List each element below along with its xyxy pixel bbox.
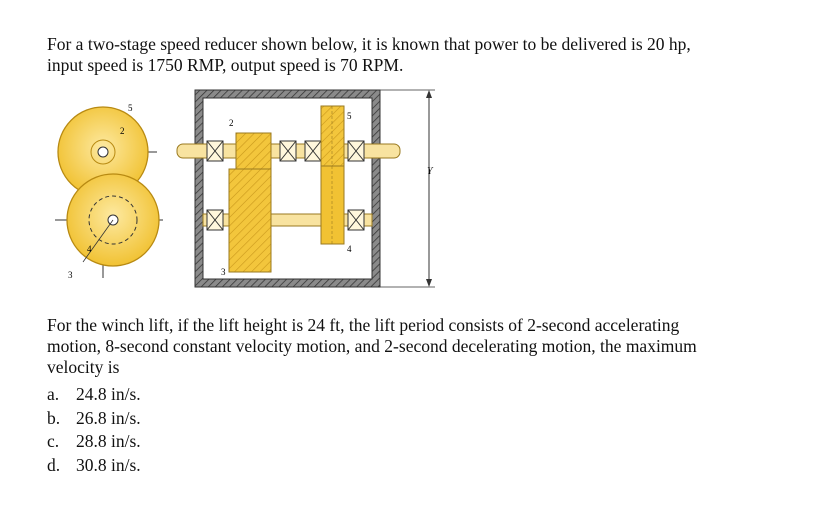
gearbox-side-view	[177, 90, 435, 287]
side-view-label-3: 3	[221, 267, 226, 277]
option-text: 24.8 in/s.	[76, 384, 141, 404]
speed-reducer-figure	[55, 86, 450, 298]
gear-3	[229, 169, 271, 272]
question-text	[47, 315, 807, 378]
option-text: 30.8 in/s.	[76, 454, 141, 475]
answer-option-c[interactable]	[47, 431, 141, 455]
gear-4	[321, 166, 344, 244]
question-line-2: motion, 8-second constant velocity motion, and 2-second decelerating motion, the maximum	[47, 336, 697, 356]
end-view-label-5: 5	[128, 103, 133, 113]
end-view-label-3: 3	[68, 270, 73, 280]
option-letter: d.	[47, 454, 61, 475]
answer-option-b[interactable]	[47, 408, 141, 432]
gear-5	[321, 106, 344, 166]
gear-2	[236, 133, 271, 169]
side-view-label-4: 4	[347, 244, 352, 254]
dimension-y-label: Y	[427, 166, 433, 177]
question-line-1: For the winch lift, if the lift height is 24 ft, the lift period consists of 2-second accelerating	[47, 315, 680, 335]
option-letter: c.	[47, 431, 60, 451]
option-letter: b.	[47, 407, 61, 428]
gear-end-view	[55, 103, 163, 280]
end-view-label-4: 4	[87, 244, 92, 254]
option-text: 28.8 in/s.	[76, 431, 141, 451]
problem-intro	[47, 34, 807, 76]
intro-line-2: input speed is 1750 RMP, output speed is 70 RPM.	[47, 55, 404, 75]
countershaft	[203, 214, 372, 226]
answer-option-a[interactable]	[47, 384, 141, 408]
intro-line-1: For a two-stage speed reducer shown below, it is known that power to be delivered is 20 hp,	[47, 34, 691, 54]
answer-option-d[interactable]	[47, 455, 141, 479]
answer-options	[47, 384, 141, 478]
side-view-label-5: 5	[347, 111, 352, 121]
option-letter: a.	[47, 384, 60, 404]
side-view-label-2: 2	[229, 118, 234, 128]
option-text: 26.8 in/s.	[76, 407, 141, 428]
question-line-3: velocity is	[47, 357, 120, 377]
end-view-label-2: 2	[120, 126, 125, 136]
